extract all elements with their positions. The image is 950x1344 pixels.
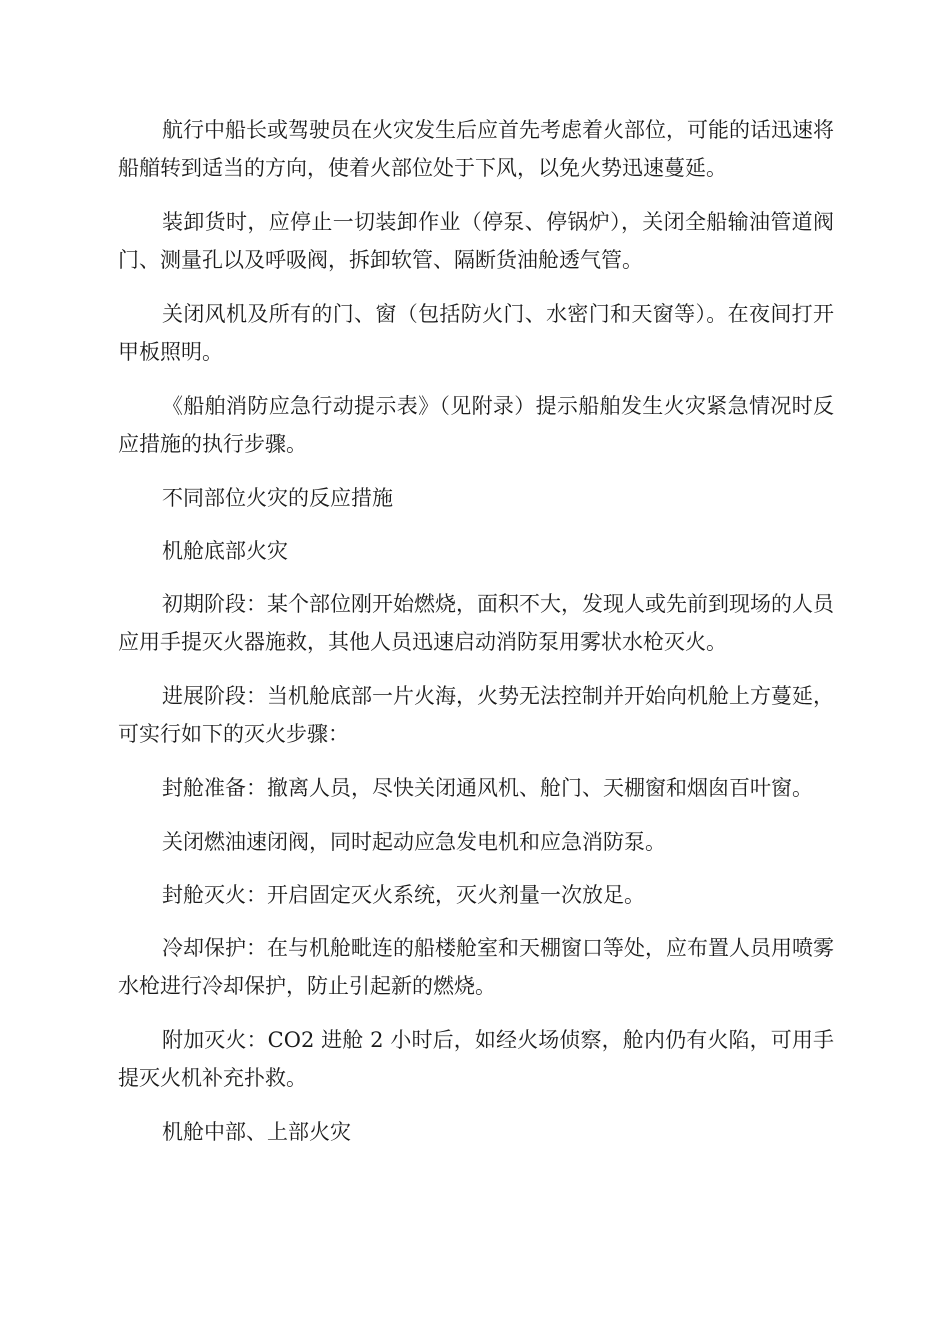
paragraph-seal-prep: 封舱准备：撤离人员，尽快关闭通风机、舱门、天棚窗和烟囱百叶窗。: [162, 776, 813, 800]
document-page: [118, 111, 834, 1166]
paragraph-progress-stage: 进展阶段：当机舱底部一片火海，火势无法控制并开始向机舱上方蔓延，可实行如下的灭火步骤：: [118, 684, 834, 746]
paragraph-loading-stop: 装卸货时，应停止一切装卸作业（停泵、停锅炉），关闭全船输油管道阀门、测量孔以及呼吸阀，拆卸软管、隔断货油舱透气管。: [118, 210, 834, 272]
paragraph-heading-direction: 航行中船长或驾驶员在火灾发生后应首先考虑着火部位，可能的话迅速将船艏转到适当的方向，使着火部位处于下风，以免火势迅速蔓延。: [118, 118, 834, 180]
paragraph-cooling: 冷却保护：在与机舱毗连的船楼舱室和天棚窗口等处，应布置人员用喷雾水枪进行冷却保护，防止引起新的燃烧。: [118, 936, 834, 998]
subsection-heading-engine-middle-upper: 机舱中部、上部火灾: [162, 1120, 351, 1144]
paragraph-additional: 附加灭火：CO2 进舱 2 小时后，如经火场侦察，舱内仍有火陷，可用手提灭火机补充扑救。: [118, 1028, 834, 1090]
section-heading-responses: 不同部位火灾的反应措施: [162, 486, 393, 510]
paragraph-initial-stage: 初期阶段：某个部位刚开始燃烧，面积不大，发现人或先前到现场的人员应用手提灭火器施救，其他人员迅速启动消防泵用雾状水枪灭火。: [118, 592, 834, 654]
subsection-heading-engine-bottom: 机舱底部火灾: [162, 539, 288, 563]
paragraph-close-vents: 关闭风机及所有的门、窗（包括防火门、水密门和天窗等）。在夜间打开甲板照明。: [118, 302, 834, 364]
paragraph-reference-table: 《船舶消防应急行动提示表》（见附录）提示船舶发生火灾紧急情况时反应措施的执行步骤。: [118, 394, 834, 456]
paragraph-seal-extinguish: 封舱灭火：开启固定灭火系统，灭火剂量一次放足。: [162, 883, 645, 907]
paragraph-fuel-valve: 关闭燃油速闭阀，同时起动应急发电机和应急消防泵。: [162, 830, 666, 854]
